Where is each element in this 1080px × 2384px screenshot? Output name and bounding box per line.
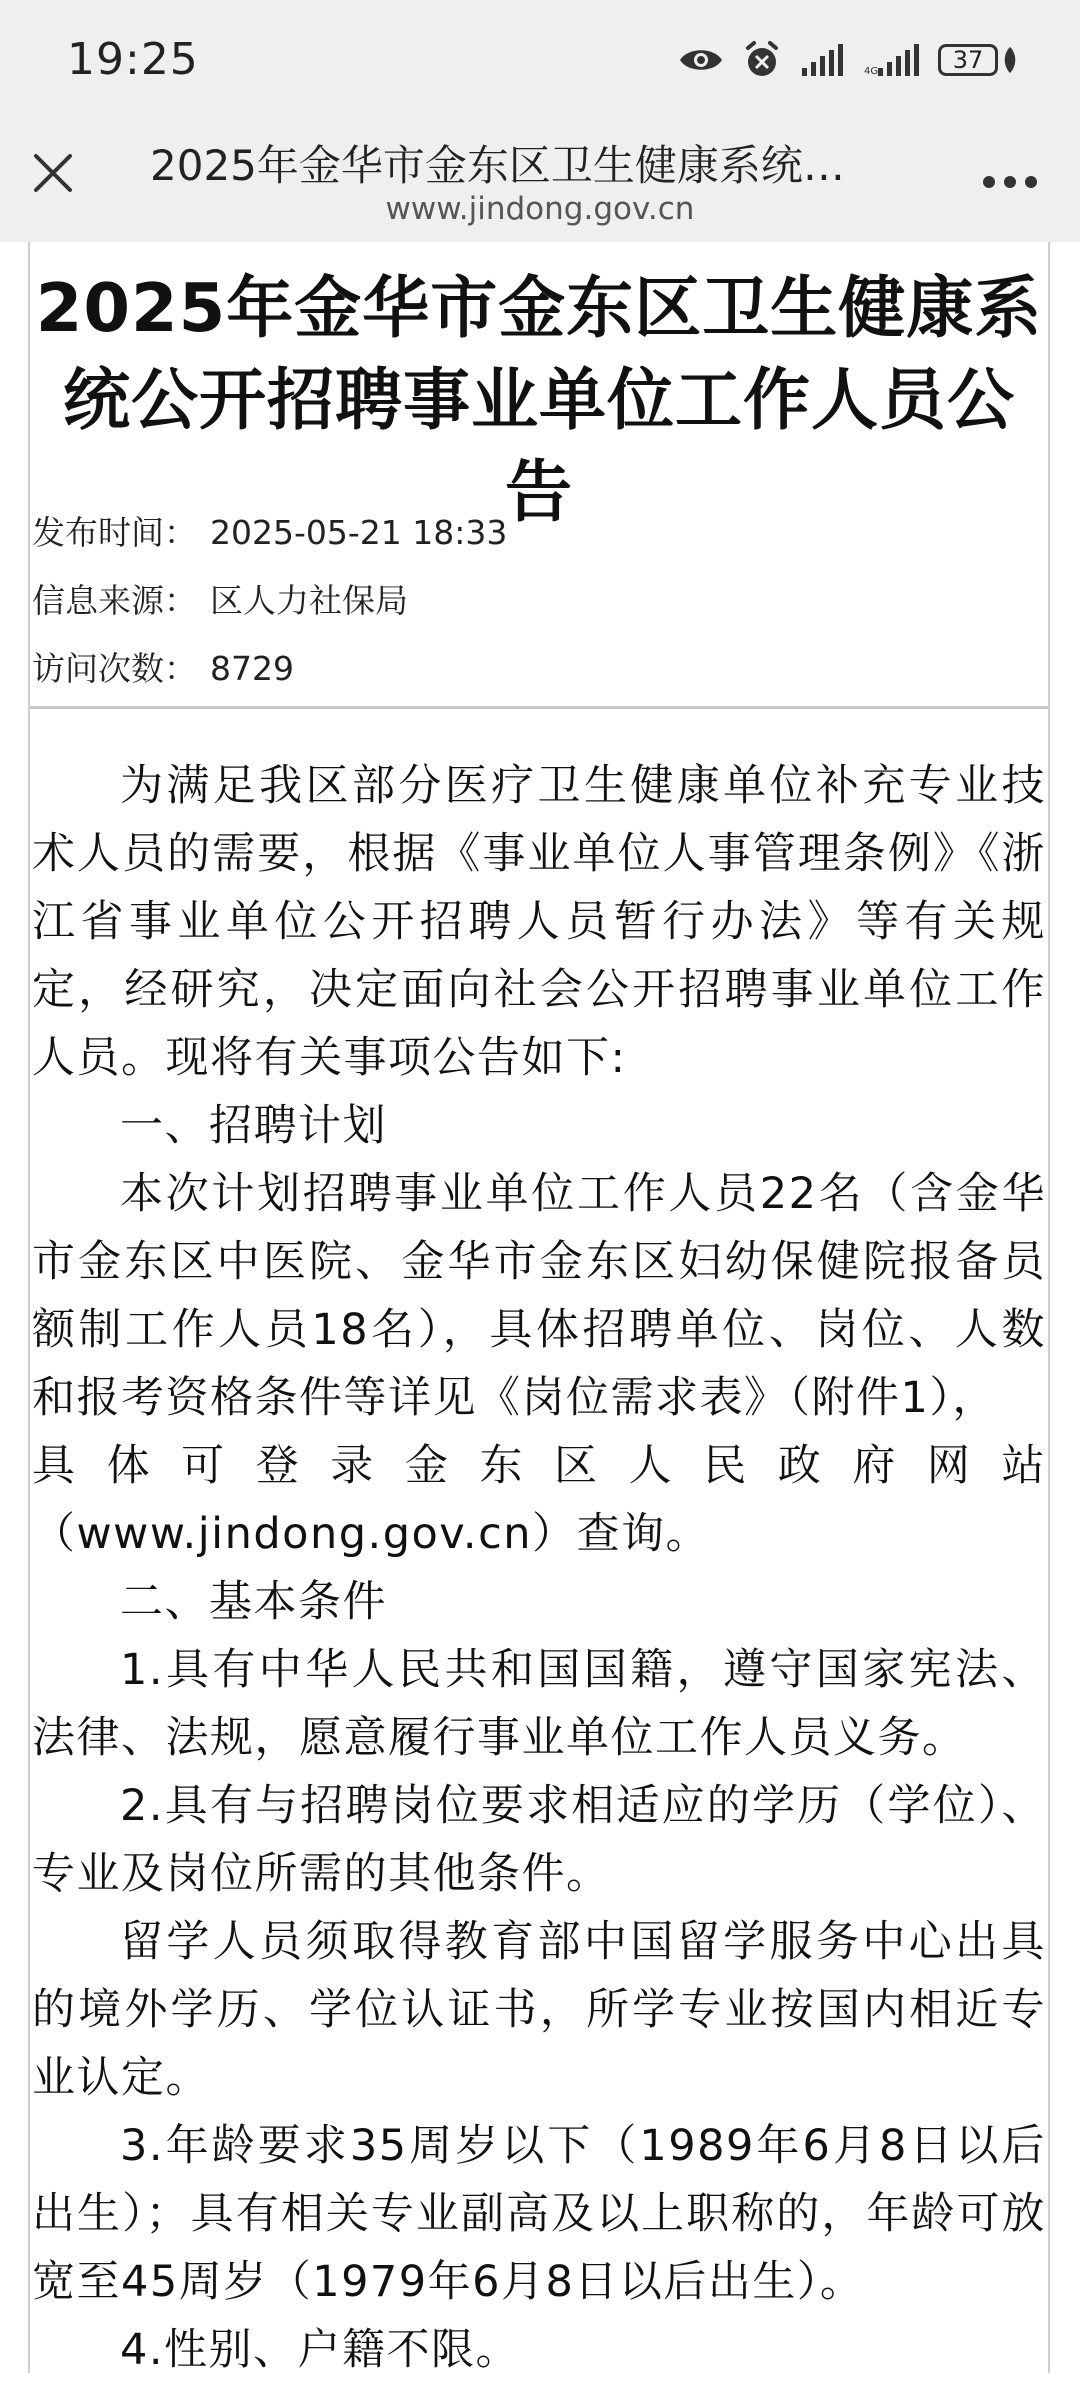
- svg-text:4G: 4G: [864, 66, 879, 76]
- paragraph: 留学人员须取得教育部中国留学服务中心出具的境外学历、学位认证书，所学专业按国内相近专业认定。: [32, 1917, 1046, 2103]
- article-meta: [32, 508, 507, 712]
- status-time: 19:25: [67, 34, 199, 85]
- paragraph: 具体可登录金东区人民政府网站: [32, 1441, 1046, 1491]
- divider: [30, 706, 1048, 709]
- visit-count-value: 8729: [210, 649, 294, 688]
- battery-icon: [938, 44, 1018, 76]
- leaf-icon: [1002, 45, 1018, 75]
- signal-icon: [800, 44, 846, 76]
- website-link[interactable]: （www.jindong.gov.cn）查询。: [32, 1509, 710, 1559]
- info-source-label: 信息来源：: [32, 581, 197, 620]
- info-source-row: [32, 576, 507, 644]
- publish-time-row: [32, 508, 507, 576]
- signal-icon: [864, 44, 920, 76]
- section-heading: 二、基本条件: [120, 1577, 387, 1627]
- battery-level: 37: [938, 44, 998, 76]
- article-title-line: 2025年金华市金东区卫生健康系: [35, 269, 1043, 347]
- more-options-icon[interactable]: [982, 175, 1038, 189]
- close-icon[interactable]: [30, 150, 76, 196]
- paragraph: 4.性别、户籍不限。: [120, 2325, 521, 2375]
- paragraph: 本次计划招聘事业单位工作人员22名（含金华市金东区中医院、金华市金东区妇幼保健院报备员额制工作人员18名），具体招聘单位、岗位、人数和报考资格条件等详见《岗位需求表》（附件1），: [32, 1169, 1046, 1423]
- visit-count-row: [32, 644, 507, 712]
- page-url[interactable]: www.jindong.gov.cn: [385, 191, 695, 227]
- paragraph: 3.年龄要求35周岁以下（1989年6月8日以后出生）；具有相关专业副高及以上职称的，年龄可放宽至45周岁（1979年6月8日以后出生）。: [32, 2121, 1046, 2307]
- paragraph: 2.具有与招聘岗位要求相适应的学历（学位）、专业及岗位所需的其他条件。: [32, 1781, 1046, 1899]
- visit-count-label: 访问次数：: [32, 649, 197, 688]
- section-heading: 一、招聘计划: [120, 1101, 387, 1151]
- publish-time-value: 2025-05-21 18:33: [210, 513, 508, 552]
- publish-time-label: 发布时间：: [32, 513, 197, 552]
- status-bar: [0, 0, 1080, 125]
- paragraph: 为满足我区部分医疗卫生健康单位补充专业技术人员的需要，根据《事业单位人事管理条例》《浙江省事业单位公开招聘人员暂行办法》等有关规定，经研究，决定面向社会公开招聘事业单位工作人员。现将有关事项公告如下:: [32, 761, 1046, 1083]
- alarm-icon: [742, 40, 782, 80]
- article-page: [28, 242, 1050, 2373]
- article-body: [32, 752, 1046, 2384]
- eye-icon: [678, 45, 724, 75]
- status-icons: [678, 38, 1018, 82]
- article-title-line: 统公开招聘事业单位工作人员公告: [63, 361, 1015, 531]
- browser-nav-bar: [0, 125, 1080, 242]
- page-title: 2025年金华市金东区卫生健康系统…: [150, 141, 845, 190]
- paragraph: 1.具有中华人民共和国国籍，遵守国家宪法、法律、法规，愿意履行事业单位工作人员义务。: [32, 1645, 1046, 1763]
- article-title: [30, 262, 1048, 538]
- info-source-value: 区人力社保局: [210, 581, 408, 620]
